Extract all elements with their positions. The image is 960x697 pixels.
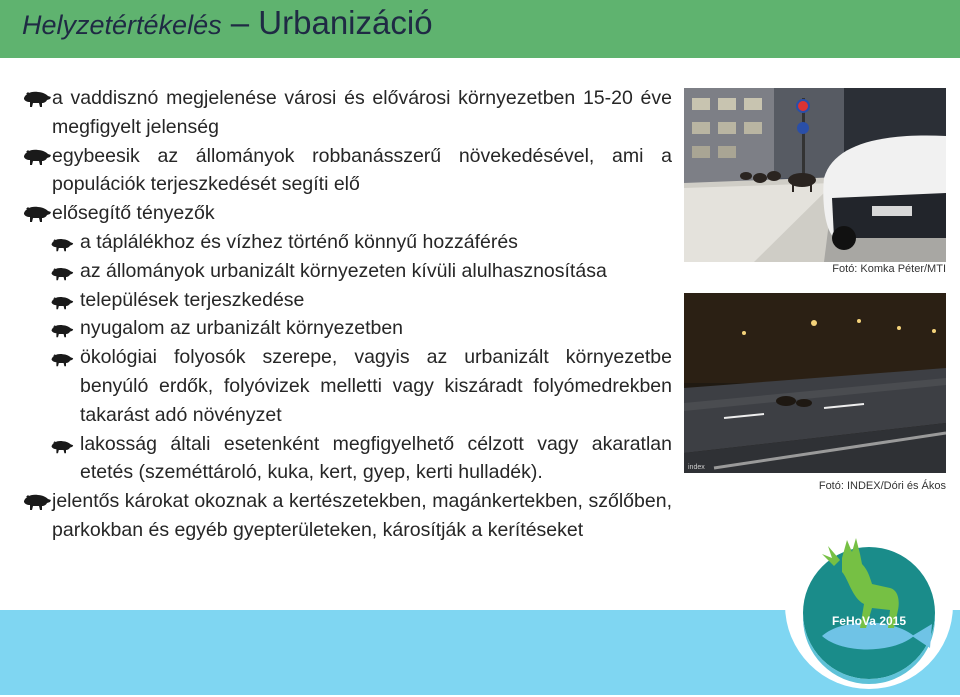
boar-sub-bullet-icon — [50, 349, 74, 369]
slide-title — [22, 4, 433, 42]
deer-and-fish-logo-icon — [782, 518, 956, 692]
logo-text: FeHoVa 2015 — [831, 614, 907, 628]
boar-sub-bullet-icon — [50, 263, 74, 283]
photo-night-road-boars — [684, 293, 946, 473]
bullet-2-text: egybeesik az állományok robbanásszerű növekedésével, ami a populációk terjeszkedését segíti elő — [52, 144, 672, 196]
sub-bullet-6-text: lakosság általi esetenként megfigyelhető célzott vagy akaratlan etetés (szeméttároló, kuka, kert, gyep, kerti hulladék). — [80, 432, 672, 484]
fehova-logo — [782, 518, 956, 692]
sub-bullet-3 — [22, 286, 672, 315]
title-dash: – — [230, 4, 250, 41]
boar-bullet-icon — [22, 146, 52, 166]
sub-bullet-4 — [22, 314, 672, 343]
sub-bullet-5-text: ökológiai folyosók szerepe, vagyis az urbanizált környezetbe benyúló erdők, folyóvizek melletti vagy kiszáradt folyómedrekben takarást adó növényzet — [80, 346, 672, 426]
sub-bullet-6 — [22, 430, 672, 488]
sub-bullet-1-text: a táplálékhoz és vízhez történő könnyű hozzáférés — [80, 230, 518, 253]
boar-sub-bullet-icon — [50, 234, 74, 254]
boar-bullet-icon — [22, 88, 52, 108]
sub-bullet-1 — [22, 228, 672, 257]
bullet-list — [22, 84, 672, 545]
sub-bullet-2 — [22, 257, 672, 286]
boar-bullet-icon — [22, 491, 52, 511]
bullet-2 — [22, 142, 672, 200]
photo-snowy-street-boars — [684, 88, 946, 262]
boar-sub-bullet-icon — [50, 320, 74, 340]
night-road-image — [684, 293, 946, 473]
photo-2-watermark: index — [688, 464, 705, 471]
bullet-3-text: elősegítő tényezők — [52, 202, 215, 225]
boar-sub-bullet-icon — [50, 292, 74, 312]
bullet-3 — [22, 199, 672, 228]
photo-2-caption: Fotó: INDEX/Dóri és Ákos — [818, 480, 946, 492]
photo-1-caption: Fotó: Komka Péter/MTI — [832, 263, 946, 275]
sub-bullet-5 — [22, 343, 672, 429]
boar-bullet-icon — [22, 203, 52, 223]
bullet-4 — [22, 487, 672, 545]
sub-bullet-4-text: nyugalom az urbanizált környezetben — [80, 317, 404, 340]
bullet-1-text: a vaddisznó megjelenése városi és elővárosi környezetben 15-20 éve megfigyelt jelenség — [52, 87, 672, 138]
title-part1: Helyzetértékelés — [22, 10, 222, 40]
boar-sub-bullet-icon — [50, 436, 74, 456]
snowy-street-image — [684, 88, 946, 262]
sub-bullet-2-text: az állományok urbanizált környezeten kívüli alulhasznosítása — [80, 259, 607, 282]
bullet-1 — [22, 84, 672, 142]
title-part2: Urbanizáció — [258, 4, 433, 41]
sub-bullet-3-text: települések terjeszkedése — [80, 288, 305, 311]
bullet-4-text: jelentős károkat okoznak a kertészetekben, magánkertekben, szőlőben, parkokban és egyéb gyepterületeken, károsítják a kerítéseket — [52, 490, 672, 541]
